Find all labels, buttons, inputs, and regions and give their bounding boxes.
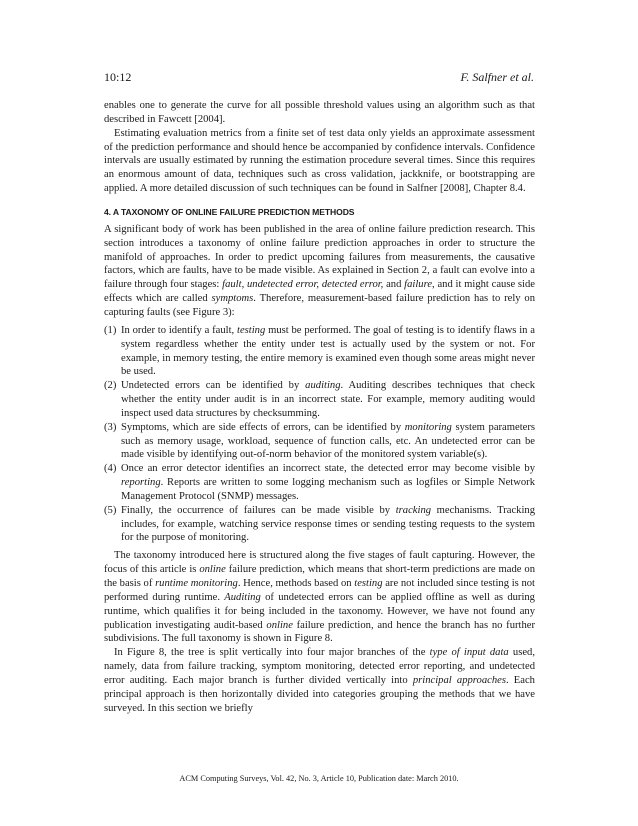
list-item: (5) Finally, the occurrence of failures can be made visible by tracking mechanisms. Tracking includes, for example, watching service response times or sending testing requests to the system for the purpose of monitoring.	[104, 504, 535, 544]
taxonomy-paragraph-1: The taxonomy introduced here is structured along the five stages of fault capturing. However, the focus of this article is online failure prediction, which means that short-term predictions are made on the basis of runtime monitoring. Hence, methods based on testing are not included since testing is not performed during runtime. Auditing of undetected errors can be applied offline as well as during runtime, which qualifies it for being included in the taxonomy. However, we have not found any publication investigating audit-based online failure prediction, and hence the branch has no further subdivisions. The full taxonomy is shown in Figure 8.	[104, 550, 536, 645]
list-item: (2) Undetected errors can be identified by auditing. Auditing describes techniques that check whether the entity under audit is in an incorrect state. For example, memory auditing would inspect used data structures by checksumming.	[104, 380, 535, 419]
list-item: (4) Once an error detector identifies an incorrect state, the detected error may become visible by reporting. Reports are written to some logging mechanism such as logfiles or Simple Network Management Protocol (SNMP) messages.	[104, 463, 535, 502]
author-line: F. Salfner et al.	[460, 70, 534, 84]
taxonomy-paragraph-2: In Figure 8, the tree is split vertically into four major branches of the type of input data used, namely, data from failure tracking, symptom monitoring, detected error reporting, and undetected error auditing. Each major branch is further divided vertically into principal approaches. Each principal approach is then horizontally divided into categories grouping the methods that we have surveyed. In this section we briefly	[104, 647, 536, 714]
fault-capturing-stages-list	[104, 324, 535, 546]
intro-paragraph-1: enables one to generate the curve for all possible threshold values using an algorithm such as that described in Fawcett [2004].	[104, 100, 535, 125]
intro-paragraph-2: Estimating evaluation metrics from a finite set of test data only yields an approximate assessment of the prediction performance and should hence be accompanied by confidence intervals. Confidence intervals are usually estimated by running the estimation procedure several times. Since this requires an enormous amount of data, techniques such as cross validation, jackknife, or bootstrapping are applied. A more detailed discussion of such techniques can be found in Salfner [2008], Chapter 8.4.	[104, 127, 535, 195]
list-item: (3) Symptoms, which are side effects of errors, can be identified by monitoring system parameters such as memory usage, workload, sequence of function calls, etc. An undetected error can be made visible by identifying out-of-norm behavior of the monitored system variable(s).	[104, 421, 535, 461]
section-heading: 4. A TAXONOMY OF ONLINE FAILURE PREDICTION METHODS	[104, 206, 355, 217]
journal-footer: ACM Computing Surveys, Vol. 42, No. 3, Article 10, Publication date: March 2010.	[179, 774, 459, 783]
page-number: 10:12	[104, 70, 132, 84]
running-header	[104, 70, 534, 84]
body-text	[104, 99, 535, 715]
section-paragraph: A significant body of work has been published in the area of online failure prediction research. This section introduces a taxonomy of online failure prediction approaches in order to structure the manifold of approaches. In order to predict upcoming failures from measurements, the causative factors, which are faults, have to be made visible. As explained in Section 2, a fault can evolve into a failure through four stages: fault, undetected error, detected error, and failure, and it might cause side effects which are called symptoms. Therefore, measurement-based failure prediction has to rely on capturing faults (see Figure 3):	[104, 223, 535, 318]
list-item: (1) In order to identify a fault, testing must be performed. The goal of testing is to identify flaws in a system regardless whether the entity under test is actually used by the system or not. For example, in memory testing, the entire memory is examined even though some areas might never be used.	[104, 324, 535, 378]
